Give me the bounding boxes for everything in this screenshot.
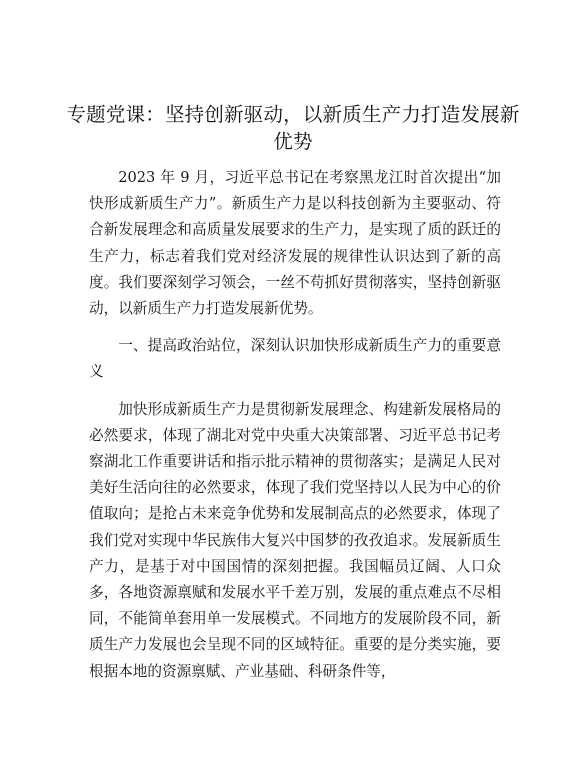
body-paragraph: 加快形成新质生产力是贯彻新发展理念、构建新发展格局的必然要求，体现了湖北对党中央重大决策部署、习近平总书记考察湖北工作重要讲话和指示批示精神的贯彻落实；是满足人民对美好生活向往的必然要求，体现了我们党坚持以人民为中心的价值取向；是抢占未来竞争优势和发展制高点的必然要求，体现了我们党对实现中华民族伟大复兴中国梦的孜孜追求。发展新质生产力，是基于对中国国情的深刻把握。我国幅员辽阔、人口众多，各地资源禀赋和发展水平千差万别，发展的重点难点不尽相同，不能简单套用单一发展模式。不同地方的发展阶段不同，新质生产力发展也会呈现不同的区域特征。重要的是分类实施，要根据本地的资源禀赋、产业基础、科研条件等， xyxy=(89,400,501,680)
section-heading: 一、提高政治站位，深刻认识加快形成新质生产力的重要意义 xyxy=(89,337,501,381)
document-body xyxy=(89,165,501,685)
intro-paragraph: 2023 年 9 月，习近平总书记在考察黑龙江时首次提出“加快形成新质生产力”。新质生产力是以科技创新为主要驱动、符合新发展理念和高质量发展要求的生产力，是实现了质的跃迁的生产力，标志着我们党对经济发展的规律性认识达到了新的高度。我们要深刻学习领会，一丝不苟抓好贯彻落实，坚持创新驱动，以新质生产力打造发展新优势。 xyxy=(89,169,501,318)
document-title: 专题党课：坚持创新驱动，以新质生产力打造发展新优势 xyxy=(66,103,520,153)
